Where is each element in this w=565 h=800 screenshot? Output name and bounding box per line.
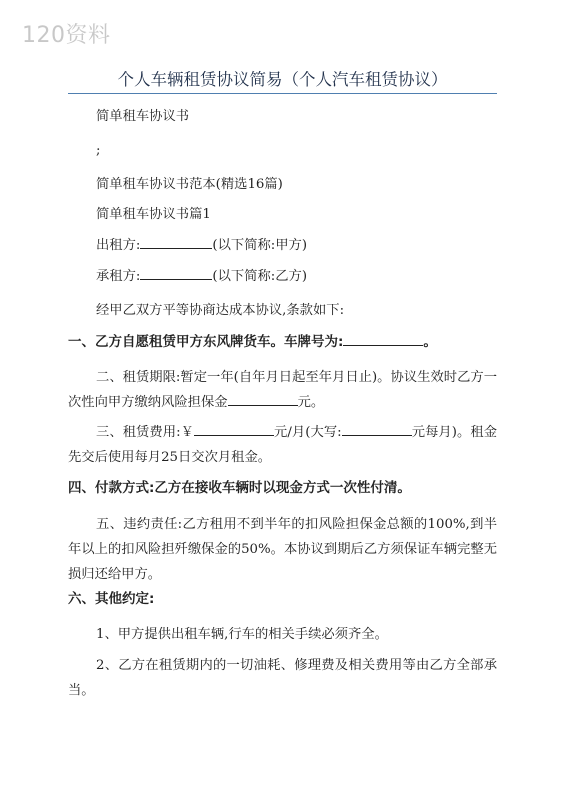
title-divider: [68, 93, 497, 94]
clause-6: 六、其他约定:: [68, 591, 155, 607]
plate-blank: [343, 331, 423, 346]
line-chapter: 简单租车协议书篇1: [96, 207, 211, 222]
line-lessee: [96, 264, 525, 289]
lessee-blank: [140, 265, 212, 280]
clause-6-item-1: 1、甲方提供出租车辆,行车的相关手续必须齐全。: [96, 627, 388, 642]
rent-blank: [194, 421, 274, 436]
line-separator: ;: [96, 143, 101, 158]
document-title: 个人车辆租赁协议简易（个人汽车租赁协议）: [117, 70, 448, 89]
clause-5: 五、违约责任:乙方租用不到半年的扣风险担保金总额的100%,到半年以上的扣风险担歼缴保金的50%。本协议到期后乙方须保证车辆完整无损归还给甲方。: [68, 517, 497, 582]
lessee-note: (以下简称:乙方): [212, 269, 308, 284]
lessor-label: 出租方:: [96, 238, 141, 253]
watermark: 120资料: [22, 23, 111, 48]
line-sample-title: 简单租车协议书范本(精选16篇): [96, 177, 283, 192]
rent-upper-blank: [342, 421, 412, 436]
clause-2: [68, 365, 497, 415]
deposit-blank: [228, 391, 298, 406]
clause-3-text-a: 三、租赁费用:￥: [96, 425, 194, 440]
lessor-blank: [140, 234, 212, 249]
clause-1-text: 一、乙方自愿租赁甲方东风牌货车。车牌号为:: [68, 334, 344, 350]
clause-3-text-b: 元/月(大写:: [273, 425, 342, 440]
clause-3: [68, 420, 497, 470]
lessee-label: 承租方:: [96, 269, 141, 284]
clause-2-end: 元。: [297, 395, 325, 410]
clause-6-item-2: 2、乙方在租赁期内的一切油耗、修理费及相关费用等由乙方全部承当。: [68, 658, 497, 698]
line-intro: 经甲乙双方平等协商达成本协议,条款如下:: [96, 303, 345, 318]
clause-1-end: 。: [423, 334, 437, 350]
lessor-note: (以下简称:甲方): [212, 238, 308, 253]
clause-1: [68, 330, 497, 355]
clause-3-text-c: 元每月)。租金先交后使用每月25日交次月租金。: [68, 425, 497, 465]
clause-2-text: 二、租赁期限:暂定一年(自年月日起至年月日止)。协议生效时乙方一次性向甲方缴纳风险担保金: [68, 370, 497, 410]
line-lessor: [96, 233, 525, 258]
clause-4: 四、付款方式:乙方在接收车辆时以现金方式一次性付清。: [68, 480, 411, 496]
line-heading: 简单租车协议书: [96, 109, 190, 124]
